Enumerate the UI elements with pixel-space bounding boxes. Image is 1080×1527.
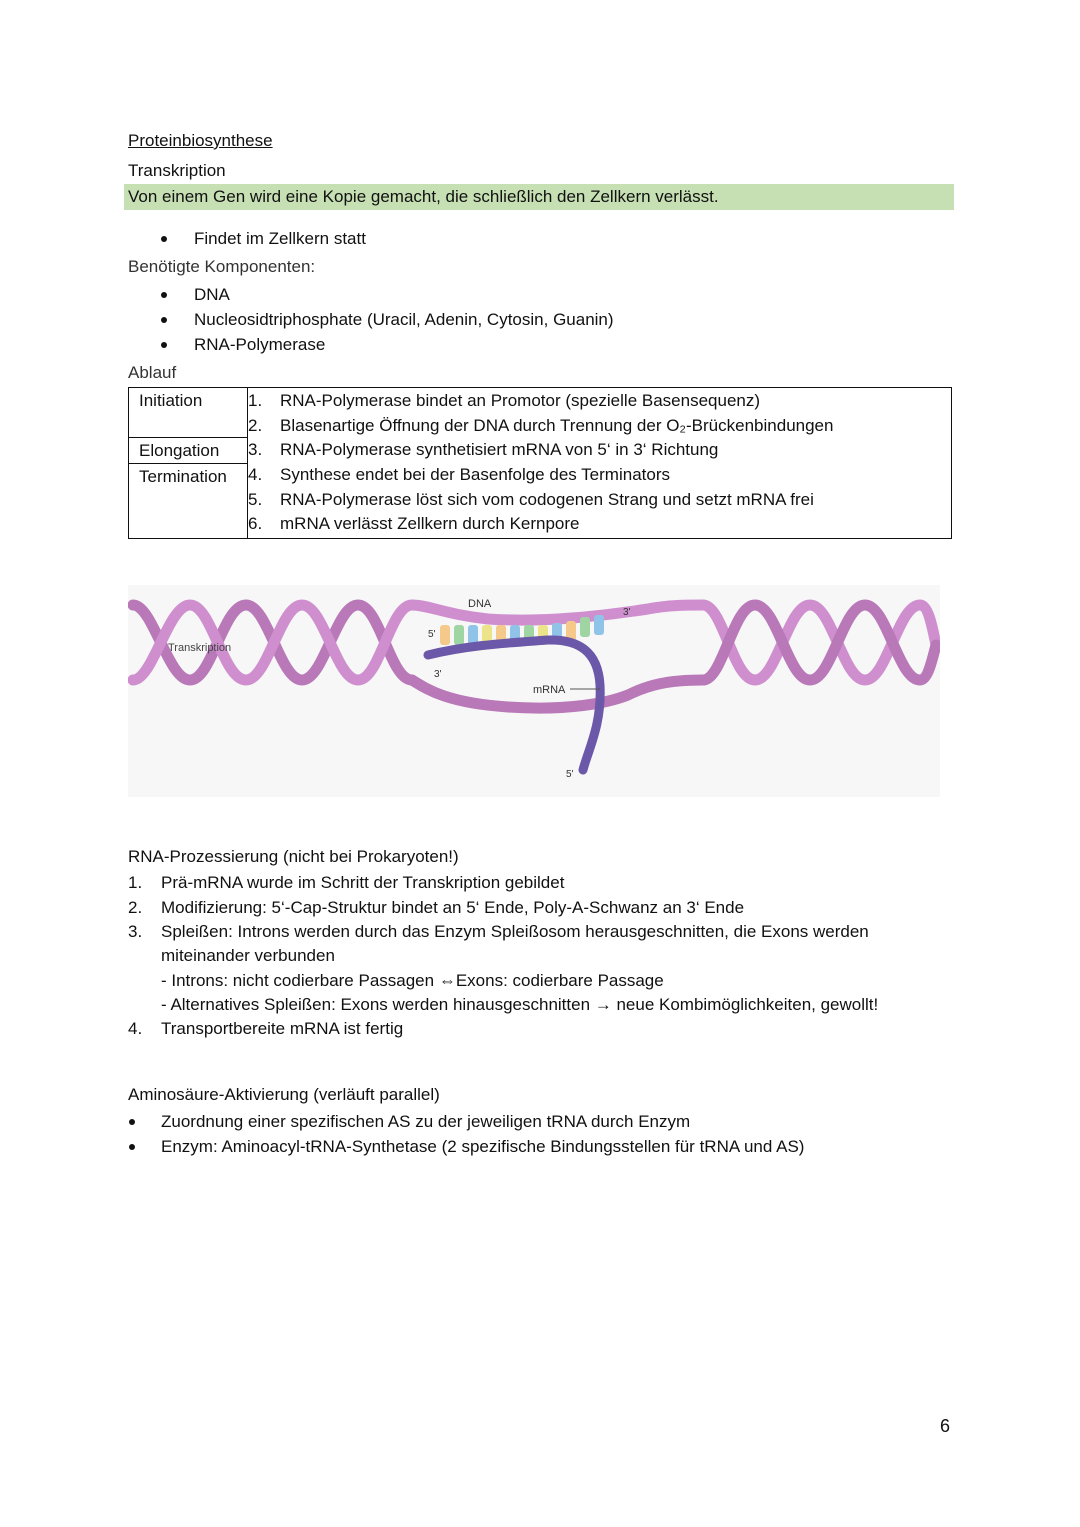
bullet-dot: [161, 292, 167, 298]
processing-item: Transportbereite mRNA ist fertig: [161, 1019, 404, 1038]
label-transkription: Transkription: [168, 642, 232, 654]
label-mrna: mRNA: [533, 684, 566, 696]
label-3-top: 3': [623, 607, 631, 618]
processing-item: Spleißen: Introns werden durch das Enzym Spleißosom herausgeschnitten, die Exons werden: [161, 922, 869, 941]
ablauf-table: [128, 387, 952, 539]
step-row: 5. RNA-Polymerase löst sich vom codogenen Strang und setzt mRNA frei: [248, 489, 814, 509]
component-item: Nucleosidtriphosphate (Uracil, Adenin, Cytosin, Guanin): [194, 310, 614, 329]
phase-elongation: Elongation: [129, 438, 247, 464]
processing-item: - Introns: nicht codierbare Passagen ⇔Exons: codierbare Passage: [161, 971, 664, 990]
label-3-left: 3': [434, 669, 442, 680]
step-row: 2. Blasenartige Öffnung der DNA durch Trennung der O₂-Brückenbindungen: [248, 415, 834, 435]
bullet-dot: [129, 1119, 135, 1125]
activation-item: Enzym: Aminoacyl-tRNA-Synthetase (2 spezifische Bindungsstellen für tRNA und AS): [161, 1137, 805, 1156]
step-row: 3. RNA-Polymerase synthetisiert mRNA von 5‘ in 3‘ Richtung: [248, 440, 719, 460]
page-title: Proteinbiosynthese: [128, 131, 273, 150]
label-5-bottom: 5': [566, 769, 574, 780]
components-heading: Benötigte Komponenten:: [128, 257, 316, 276]
label-dna: DNA: [468, 598, 492, 610]
bullet-dot: [161, 342, 167, 348]
step-row: 1. RNA-Polymerase bindet an Promotor (spezielle Basensequenz): [248, 391, 761, 410]
ablauf-heading: Ablauf: [128, 363, 177, 382]
processing-num: 3.: [128, 922, 143, 941]
processing-item: Prä-mRNA wurde im Schritt der Transkription gebildet: [161, 873, 565, 892]
summary-highlight: Von einem Gen wird eine Kopie gemacht, die schließlich den Zellkern verlässt.: [124, 184, 954, 210]
page-number: 6: [940, 1416, 951, 1436]
processing-item: - Alternatives Spleißen: Exons werden hinausgeschnitten → neue Kombimöglichkeiten, gewollt!: [161, 995, 879, 1014]
phase-column: [129, 388, 248, 539]
bullet-dot: [161, 317, 167, 323]
processing-num: 4.: [128, 1019, 143, 1038]
processing-heading: RNA-Prozessierung (nicht bei Prokaryoten!): [128, 847, 459, 866]
transcription-diagram: [128, 585, 940, 797]
bullet-dot: [129, 1144, 135, 1150]
processing-num: 1.: [128, 873, 143, 892]
label-5-top: 5': [428, 629, 436, 640]
location-bullet: Findet im Zellkern statt: [194, 229, 366, 248]
component-item: RNA-Polymerase: [194, 335, 326, 354]
activation-item: Zuordnung einer spezifischen AS zu der jeweiligen tRNA durch Enzym: [161, 1112, 691, 1131]
phase-termination: Termination: [139, 467, 227, 487]
activation-heading: Aminosäure-Aktivierung (verläuft parallel): [128, 1085, 440, 1104]
phase-initiation: Initiation: [129, 388, 247, 438]
step-row: 6. mRNA verlässt Zellkern durch Kernpore: [248, 514, 580, 534]
component-item: DNA: [194, 285, 230, 304]
steps-column: [248, 388, 952, 539]
section-title: Transkription: [128, 161, 226, 180]
step-row: 4. Synthese endet bei der Basenfolge des Terminators: [248, 465, 670, 485]
processing-item: miteinander verbunden: [161, 946, 335, 965]
processing-num: 2.: [128, 898, 143, 917]
processing-item: Modifizierung: 5‘-Cap-Struktur bindet an 5‘ Ende, Poly-A-Schwanz an 3‘ Ende: [161, 898, 745, 917]
bullet-dot: [161, 236, 167, 242]
